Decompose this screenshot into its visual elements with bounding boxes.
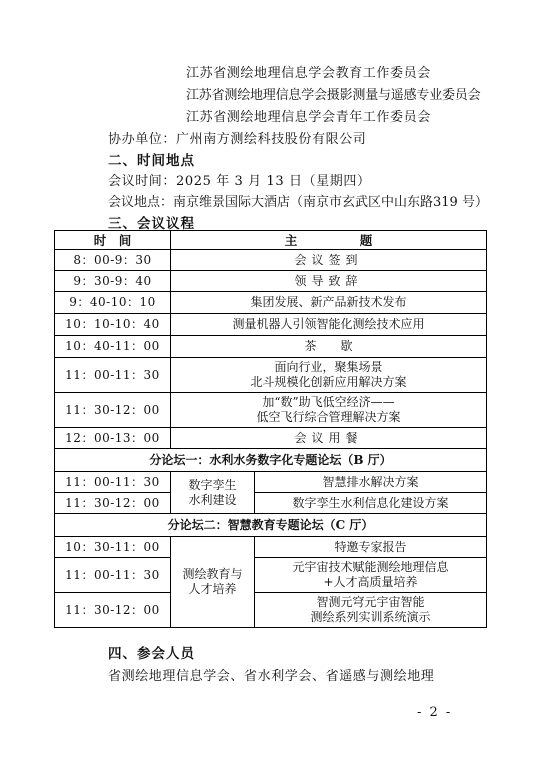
table-row <box>55 271 487 292</box>
table-row <box>55 472 487 493</box>
table-row <box>55 558 487 593</box>
forum-group-line: 人才培养 <box>188 582 237 596</box>
forum-group-line: 水利建设 <box>188 492 237 507</box>
agenda-topic: 特邀专家报告 <box>255 537 487 558</box>
agenda-time: 10：10-10：40 <box>55 314 171 336</box>
agenda-topic: 会议签到 <box>171 250 487 271</box>
organizer-line: 江苏省测绘地理信息学会教育工作委员会 <box>186 66 431 81</box>
table-row <box>55 593 487 628</box>
table-row <box>55 314 487 336</box>
agenda-time: 9：40-10：10 <box>55 292 171 314</box>
agenda-topic: 测量机器人引领智能化测绘技术应用 <box>171 314 487 336</box>
table-row <box>55 358 487 393</box>
section-heading-time-place: 二、时间地点 <box>108 153 195 169</box>
agenda-time: 10：30-11：00 <box>55 537 171 558</box>
table-row <box>55 393 487 428</box>
table-row <box>55 537 487 558</box>
agenda-topic: 会议用餐 <box>171 428 487 449</box>
page-number: - 2 - <box>417 705 453 720</box>
forum-two-title-row <box>55 514 487 537</box>
agenda-time: 12：00-13：00 <box>55 428 171 449</box>
section-heading-participants: 四、参会人员 <box>108 646 195 662</box>
agenda-time: 11：30-12：00 <box>55 393 171 428</box>
agenda-topic <box>255 593 487 628</box>
agenda-topic-line: 低空飞行综合管理解决方案 <box>256 410 401 424</box>
forum-one-title-row <box>55 449 487 472</box>
agenda-table <box>54 230 487 628</box>
table-header-row <box>55 231 487 250</box>
agenda-topic-line: 测绘系列实训系统演示 <box>310 610 431 624</box>
table-row <box>55 250 487 271</box>
meeting-time: 会议时间：2025 年 3 月 13 日（星期四） <box>108 174 371 189</box>
agenda-time: 10：40-11：00 <box>55 336 171 358</box>
forum-two-group <box>171 537 255 628</box>
agenda-topic: 数字孪生水利信息化建设方案 <box>255 493 487 514</box>
table-row <box>55 428 487 449</box>
meeting-place: 会议地点：南京维景国际大酒店（南京市玄武区中山东路319 号） <box>108 195 488 210</box>
agenda-topic: 领导致辞 <box>171 271 487 292</box>
agenda-topic-line: 北斗规模化创新应用解决方案 <box>250 375 407 389</box>
agenda-time: 11：30-12：00 <box>55 493 171 514</box>
forum-group-line: 测绘教育与 <box>182 567 243 581</box>
organizer-line: 江苏省测绘地理信息学会摄影测量与遥感专业委员会 <box>186 88 481 103</box>
table-row <box>55 336 487 358</box>
participants-text: 省测绘地理信息学会、省水利学会、省遥感与测绘地理 <box>108 669 435 684</box>
co-organizer: 协办单位：广州南方测绘科技股份有限公司 <box>108 132 367 147</box>
organizer-line: 江苏省测绘地理信息学会青年工作委员会 <box>186 110 431 125</box>
forum-two-title: 分论坛二：智慧教育专题论坛（C 厅） <box>55 514 487 537</box>
agenda-topic: 茶 歇 <box>171 336 487 358</box>
agenda-time: 11：30-12：00 <box>55 593 171 628</box>
header-topic: 主 题 <box>171 231 487 250</box>
forum-group-line: 数字孪生 <box>188 477 237 492</box>
agenda-topic <box>171 358 487 393</box>
agenda-time: 9：30-9：40 <box>55 271 171 292</box>
forum-one-title: 分论坛一：水利水务数字化专题论坛（B 厅） <box>55 449 487 472</box>
agenda-time: 11：00-11：30 <box>55 558 171 593</box>
agenda-time: 11：00-11：30 <box>55 472 171 493</box>
table-row <box>55 493 487 514</box>
agenda-topic-line: 面向行业，聚集场景 <box>274 360 383 374</box>
agenda-topic-line: 元宇宙技术赋能测绘地理信息 <box>292 560 449 574</box>
table-row <box>55 292 487 314</box>
agenda-topic-line: 智测元穹元宇宙智能 <box>316 595 425 609</box>
agenda-time: 11：00-11：30 <box>55 358 171 393</box>
agenda-time: 8：00-9：30 <box>55 250 171 271</box>
agenda-topic <box>255 558 487 593</box>
header-time: 时 间 <box>55 231 171 250</box>
agenda-topic-line: 加“数”助飞低空经济—— <box>262 395 395 409</box>
agenda-topic: 集团发展、新产品新技术发布 <box>171 292 487 314</box>
forum-one-group <box>171 472 255 514</box>
section-heading-agenda: 三、会议议程 <box>108 216 195 232</box>
agenda-topic <box>171 393 487 428</box>
agenda-topic-line: +人才高质量培养 <box>323 575 418 589</box>
agenda-topic: 智慧排水解决方案 <box>255 472 487 493</box>
